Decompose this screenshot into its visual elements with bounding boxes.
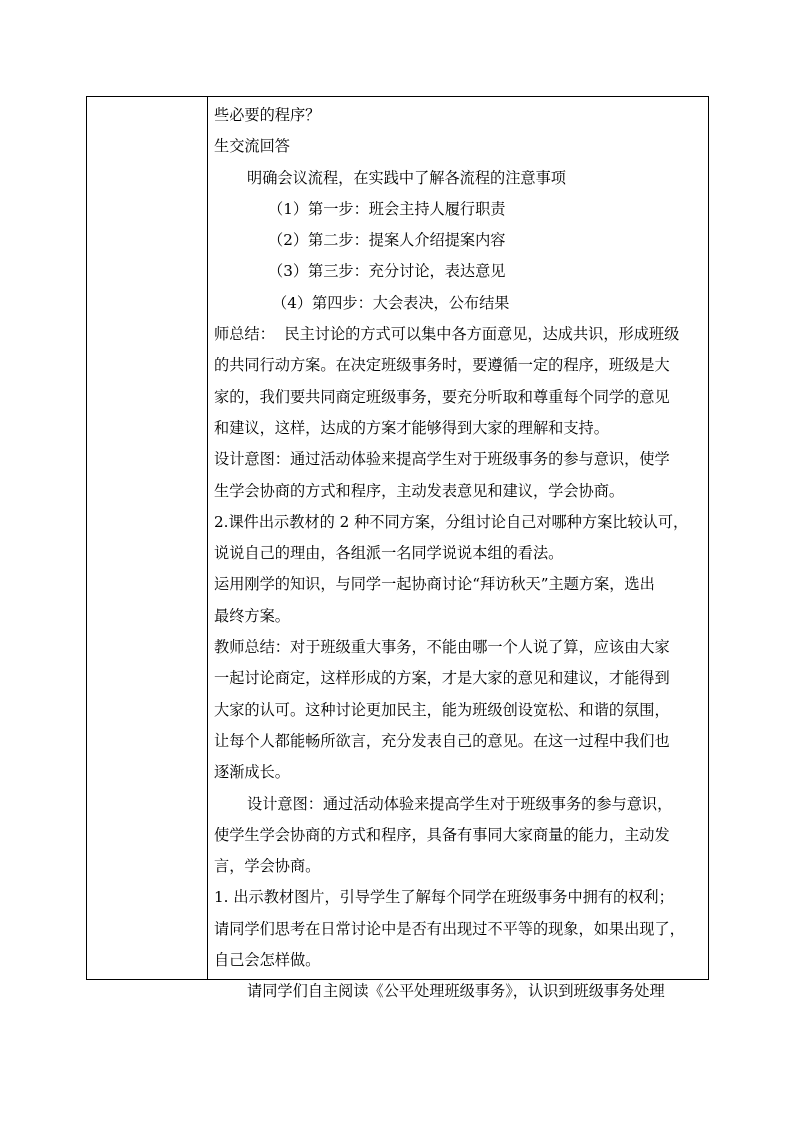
text-line: 的共同行动方案。在决定班级事务时，要遵循一定的程序，班级是大 bbox=[214, 356, 670, 375]
text-line: 设计意图：通过活动体验来提高学生对于班级事务的参与意识，使学 bbox=[214, 450, 670, 469]
text-line: 逐渐成长。 bbox=[214, 763, 290, 782]
text-line: 运用刚学的知识，与同学一起协商讨论“拜访秋天”主题方案，选出 bbox=[214, 575, 655, 594]
text-line: 最终方案。 bbox=[214, 606, 290, 625]
text-line: 和建议，这样，达成的方案才能够得到大家的理解和支持。 bbox=[214, 418, 609, 437]
text-line: 大家的认可。这种讨论更加民主，能为班级创设宽松、和谐的氛围， bbox=[214, 700, 670, 719]
text-line: 些必要的程序？ bbox=[214, 106, 321, 124]
text-line: 自己会怎样做。 bbox=[214, 951, 321, 970]
table-left-column bbox=[87, 97, 208, 979]
text-line: 家的，我们要共同商定班级事务，要充分听取和尊重每个同学的意见 bbox=[214, 387, 670, 406]
text-line: 教师总结：对于班级重大事务，不能由哪一个人说了算，应该由大家 bbox=[214, 638, 670, 657]
text-line: （4）第四步：大会表决，公布结果 bbox=[272, 293, 510, 312]
text-line: 请同学们思考在日常讨论中是否有出现过不平等的现象，如果出现了， bbox=[214, 919, 685, 938]
text-line: 师总结： 民主讨论的方式可以集中各方面意见，达成共识，形成班级 bbox=[214, 325, 680, 344]
text-line: 一起讨论商定，这样形成的方案，才是大家的意见和建议，才能得到 bbox=[214, 669, 670, 688]
text-line: 言，学会协商。 bbox=[214, 857, 321, 876]
text-line: 生学会协商的方式和程序，主动发表意见和建议，学会协商。 bbox=[214, 481, 625, 500]
text-line: 设计意图：通过活动体验来提高学生对于班级事务的参与意识， bbox=[247, 794, 673, 813]
text-line: （3）第三步：充分讨论，表达意见 bbox=[268, 262, 506, 281]
text-line: 1. 出示教材图片，引导学生了解每个同学在班级事务中拥有的权利； bbox=[214, 888, 674, 907]
text-line: （1）第一步：班会主持人履行职责 bbox=[268, 199, 506, 218]
text-line: 请同学们自主阅读《公平处理班级事务》，认识到班级事务处理 bbox=[247, 982, 665, 1001]
table-right-column bbox=[208, 97, 708, 1001]
text-line: 生交流回答 bbox=[214, 137, 290, 156]
lesson-plan-table bbox=[86, 96, 709, 1001]
text-line: 说说自己的理由，各组派一名同学说说本组的看法。 bbox=[214, 544, 564, 563]
text-line: 明确会议流程，在实践中了解各流程的注意事项 bbox=[247, 168, 566, 187]
text-line: （2）第二步：提案人介绍提案内容 bbox=[268, 231, 506, 250]
text-line: 2.课件出示教材的 2 种不同方案，分组讨论自己对哪种方案比较认可， bbox=[214, 512, 689, 531]
text-line: 让每个人都能畅所欲言，充分发表自己的意见。在这一过程中我们也 bbox=[214, 731, 670, 750]
text-line: 使学生学会协商的方式和程序，具备有事同大家商量的能力，主动发 bbox=[214, 825, 670, 844]
